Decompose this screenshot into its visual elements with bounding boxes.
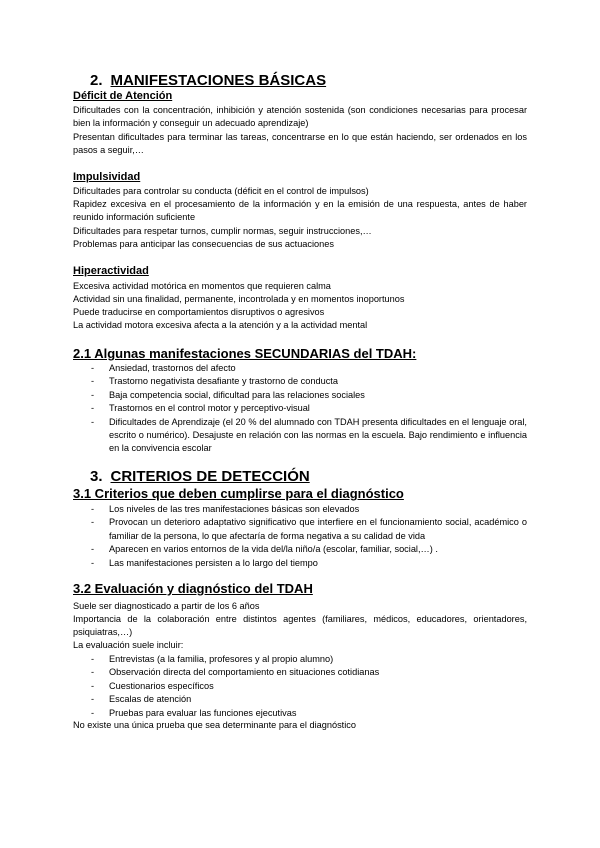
evaluation-closing: No existe una única prueba que sea determinante para el diagnóstico (73, 720, 356, 730)
evaluation-line: La evaluación suele incluir: (73, 640, 184, 650)
list-item: - Trastornos en el control motor y perceptivo-visual (73, 402, 527, 415)
evaluation-line: Suele ser diagnosticado a partir de los 6 años (73, 601, 260, 611)
criteria-list (73, 503, 527, 570)
list-item: - Trastorno negativista desafiante y trastorno de conducta (73, 375, 527, 388)
list-item: - Pruebas para evaluar las funciones ejecutivas (73, 707, 527, 720)
hiperactividad-line: Actividad sin una finalidad, permanente, incontrolada y en momentos inoportunos (73, 294, 405, 304)
list-item: - Aparecen en varios entornos de la vida del/la niño/a (escolar, familiar, social,…) . (73, 543, 527, 556)
secondary-manifestations-list (73, 362, 527, 456)
impulsividad-heading: Impulsividad (73, 171, 141, 183)
list-item: - Las manifestaciones persisten a lo largo del tiempo (73, 557, 527, 570)
hiperactividad-heading: Hiperactividad (73, 265, 149, 277)
impulsividad-line: Problemas para anticipar las consecuencias de sus actuaciones (73, 239, 334, 249)
list-item: - Provocan un deterioro adaptativo significativo que interfiere en el funcionamiento social, académico o familiar de la persona, lo que afectaría de forma negativa a su calidad de vida (73, 516, 527, 543)
list-item: - Entrevistas (a la familia, profesores y al propio alumno) (73, 653, 527, 666)
impulsividad-line: Rapidez excesiva en el procesamiento de la información y en la emisión de una respuesta, antes de haber reunido información suficiente (73, 199, 527, 223)
impulsividad-line: Dificultades para respetar turnos, cumplir normas, seguir instrucciones,… (73, 226, 372, 236)
list-item: - Dificultades de Aprendizaje (el 20 % del alumnado con TDAH presenta dificultades en el lenguaje oral, escrito o numérico). Desajuste en relación con las normas en la escuela. Bajo rendimiento e influencia en la convivencia escolar (73, 416, 527, 456)
hiperactividad-line: La actividad motora excesiva afecta a la atención y a la actividad mental (73, 320, 368, 330)
evaluation-list (73, 653, 527, 720)
section-32-heading: 3.2 Evaluación y diagnóstico del TDAH (73, 581, 313, 596)
section-3-number: 3. (90, 468, 103, 485)
section-2-heading (90, 72, 326, 89)
section-2-number: 2. (90, 72, 103, 89)
evaluation-line: Importancia de la colaboración entre distintos agentes (familiares, médicos, educadores, orientadores, psiquiatras,…) (73, 614, 527, 638)
section-3-heading (90, 468, 310, 485)
list-item: - Escalas de atención (73, 693, 527, 706)
list-item: - Cuestionarios específicos (73, 680, 527, 693)
section-2-title: MANIFESTACIONES BÁSICAS (110, 72, 327, 89)
list-item: - Ansiedad, trastornos del afecto (73, 362, 527, 375)
hiperactividad-line: Puede traducirse en comportamientos disruptivos o agresivos (73, 307, 325, 317)
hiperactividad-line: Excesiva actividad motórica en momentos que requieren calma (73, 281, 331, 291)
section-21-heading: 2.1 Algunas manifestaciones SECUNDARIAS del TDAH: (73, 346, 417, 361)
impulsividad-line: Dificultades para controlar su conducta (déficit en el control de impulsos) (73, 186, 369, 196)
section-31-heading: 3.1 Criterios que deben cumplirse para el diagnóstico (73, 486, 404, 501)
list-item: - Observación directa del comportamiento en situaciones cotidianas (73, 666, 527, 679)
list-item: - Baja competencia social, dificultad para las relaciones sociales (73, 389, 527, 402)
list-item: - Los niveles de las tres manifestaciones básicas son elevados (73, 503, 527, 516)
deficit-paragraph-1: Dificultades con la concentración, inhibición y atención sostenida (son condiciones necesarias para procesar bien la información y conseguir un adecuado aprendizaje) (73, 105, 527, 129)
section-3-title: CRITERIOS DE DETECCIÓN (110, 468, 310, 485)
deficit-paragraph-2: Presentan dificultades para terminar las tareas, concentrarse en lo que están haciendo, ser ordenados en los pasos a seguir,… (73, 132, 527, 156)
deficit-heading: Déficit de Atención (73, 90, 173, 102)
